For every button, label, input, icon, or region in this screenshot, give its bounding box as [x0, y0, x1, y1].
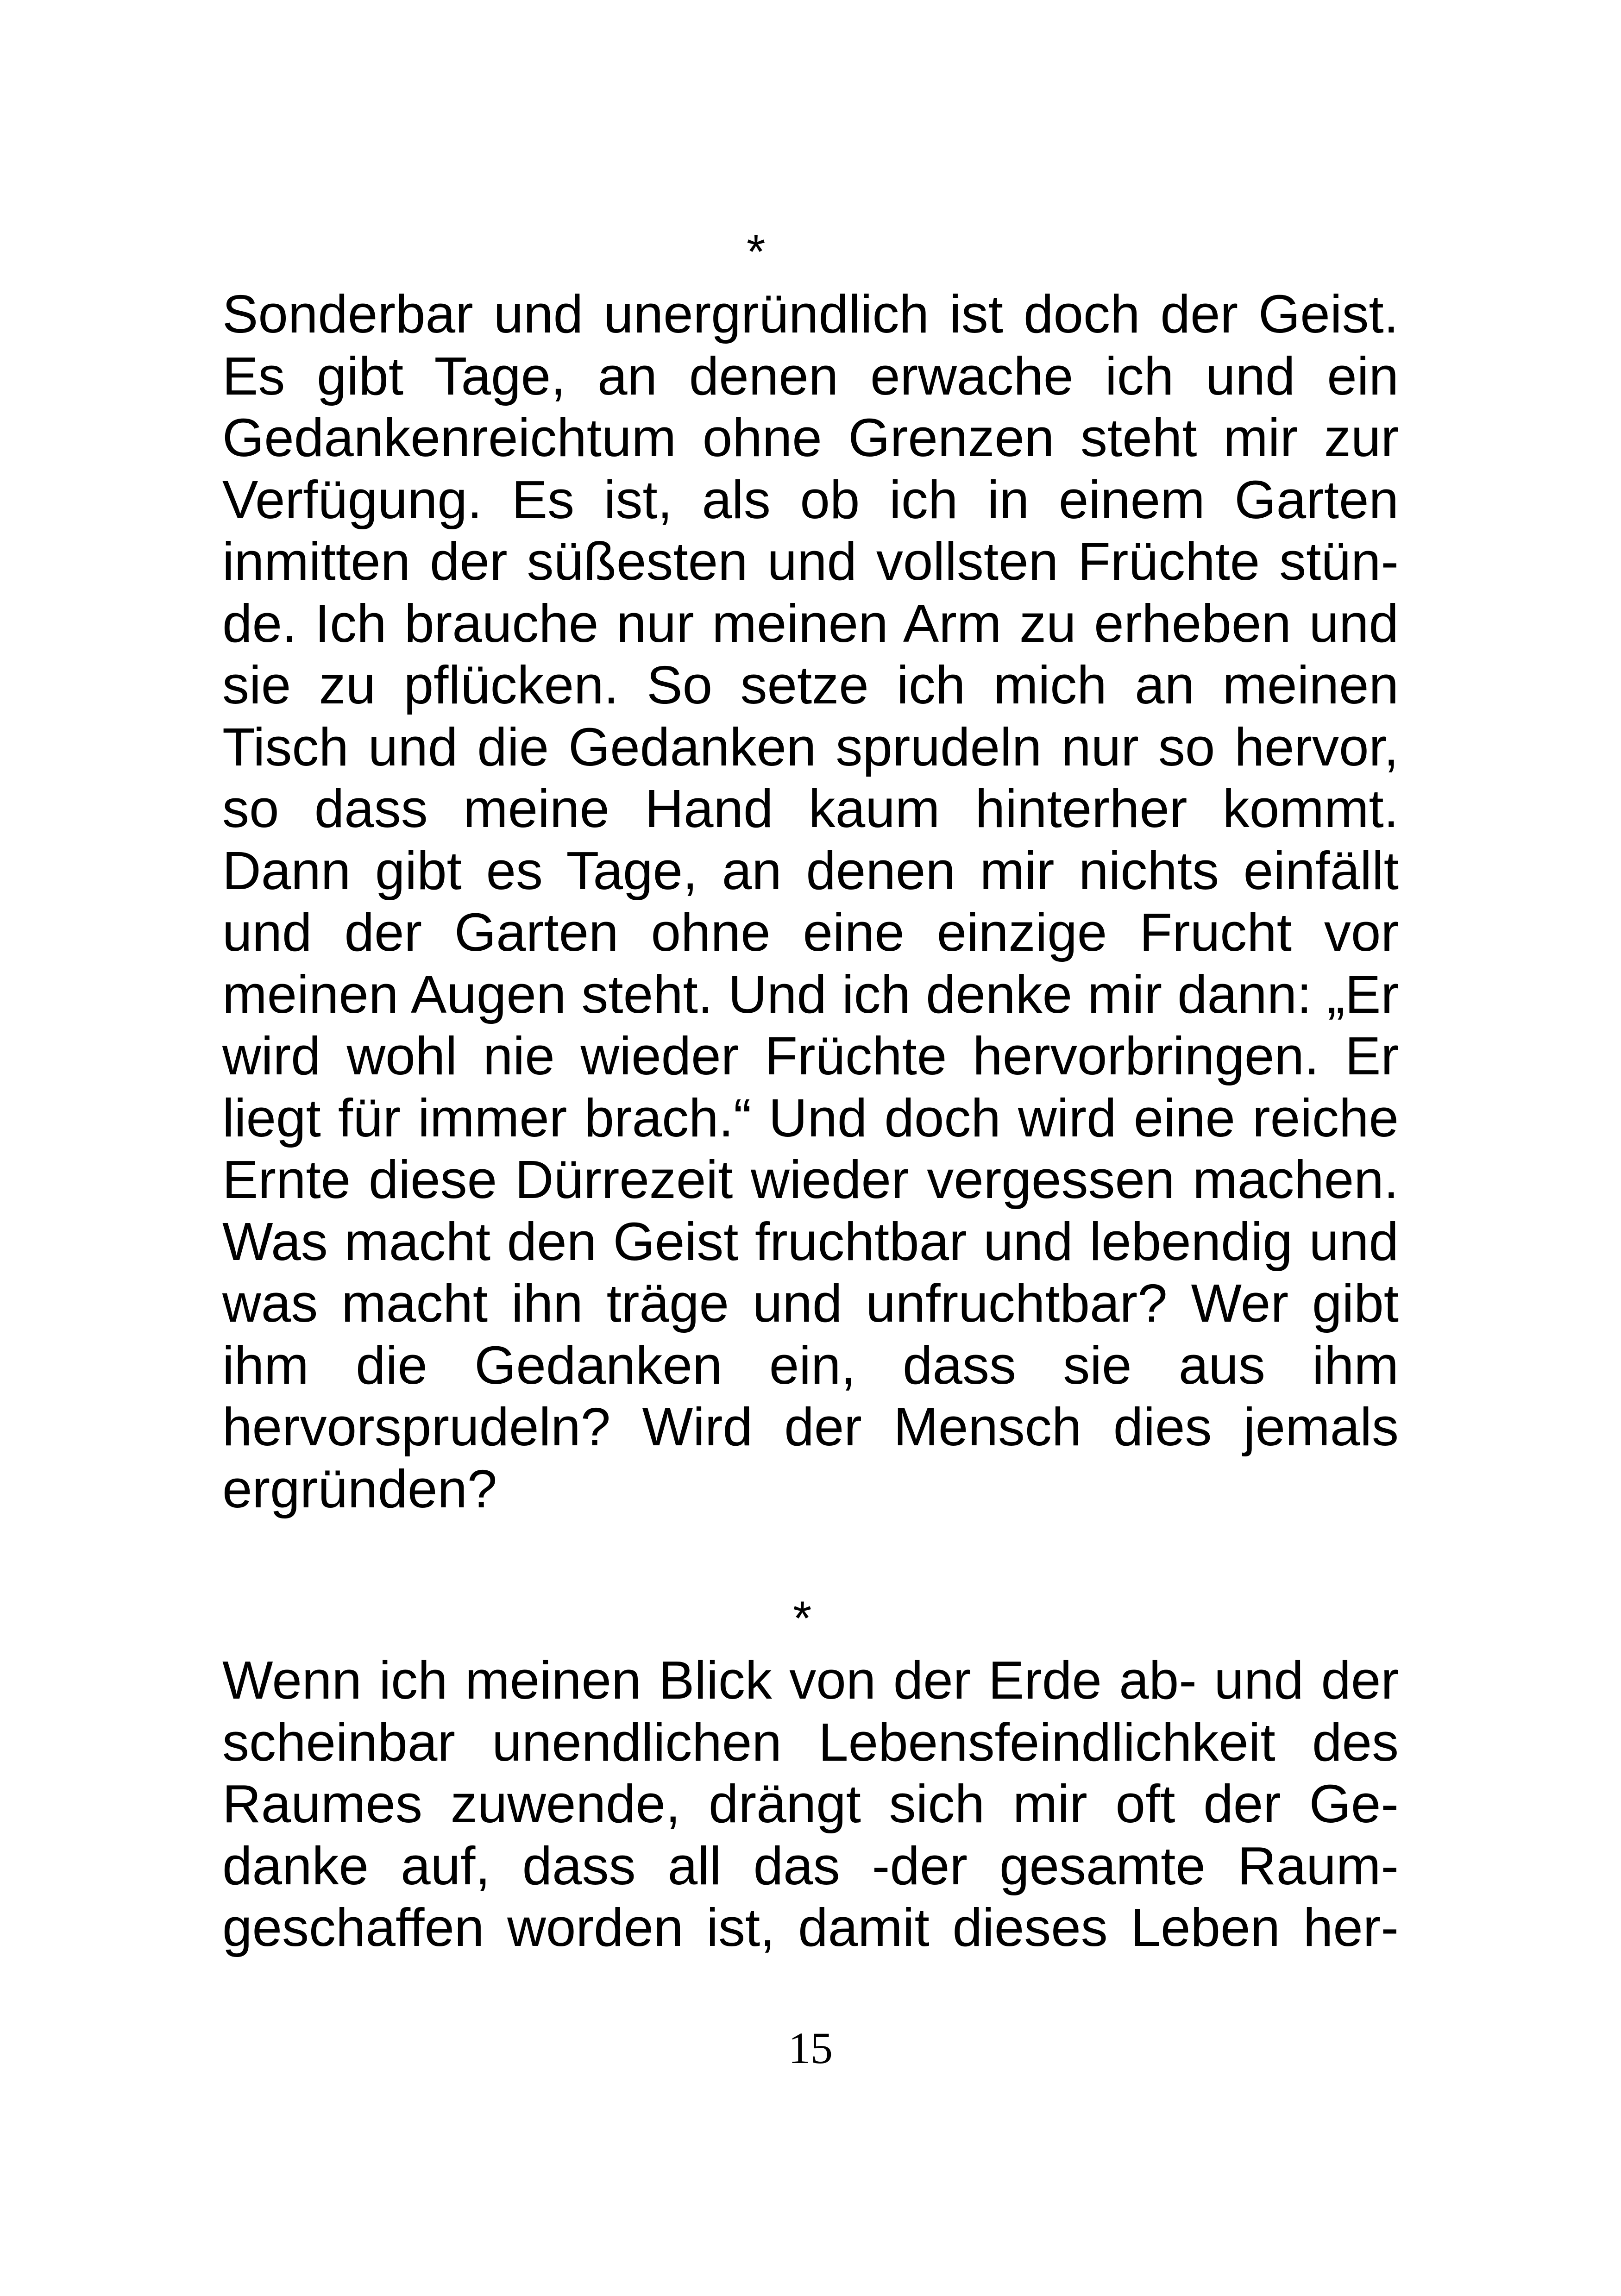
- paragraph-2: [222, 1650, 1399, 1959]
- text-line: so dass meine Hand kaum hinterher kommt.: [222, 778, 1399, 839]
- text-line: Raumes zuwende, drängt sich mir oft der Ge-: [222, 1774, 1399, 1834]
- text-line: Dann gibt es Tage, an denen mir nichts einfällt: [222, 840, 1399, 901]
- text-line: Sonderbar und unergründlich ist doch der Geist.: [222, 284, 1399, 344]
- text-line: de. Ich brauche nur meinen Arm zu erheben und: [222, 593, 1399, 653]
- page-number: 15: [788, 2023, 833, 2073]
- text-line: Verfügung. Es ist, als ob ich in einem Garten: [222, 469, 1399, 530]
- text-line: Ernte diese Dürrezeit wieder vergessen machen.: [222, 1149, 1399, 1210]
- text-line: Es gibt Tage, an denen erwache ich und ein: [222, 345, 1399, 406]
- text-line: Was macht den Geist fruchtbar und lebendig und: [222, 1211, 1399, 1272]
- text-line: inmitten der süßesten und vollsten Früchte stün-: [222, 531, 1399, 591]
- text-line: Wenn ich meinen Blick von der Erde ab- und der: [222, 1650, 1399, 1710]
- text-line: Gedankenreichtum ohne Grenzen steht mir zur: [222, 408, 1399, 468]
- text-line: ergründen?: [222, 1458, 497, 1519]
- text-line: hervorsprudeln? Wird der Mensch dies jemals: [222, 1397, 1399, 1457]
- text-line: danke auf, dass all das -der gesamte Raum-: [222, 1835, 1399, 1896]
- text-line: ihm die Gedanken ein, dass sie aus ihm: [222, 1335, 1399, 1395]
- section-separator-2: *: [793, 1592, 812, 1645]
- text-line: geschaffen worden ist, damit dieses Leben her-: [222, 1897, 1399, 1957]
- text-line: wird wohl nie wieder Früchte hervorbringen. Er: [222, 1026, 1399, 1086]
- section-separator-1: *: [747, 225, 766, 279]
- text-line: sie zu pflücken. So setze ich mich an meinen: [222, 655, 1399, 715]
- text-line: meinen Augen steht. Und ich denke mir dann: „Er: [222, 964, 1399, 1024]
- text-line: Tisch und die Gedanken sprudeln nur so hervor,: [222, 716, 1399, 777]
- text-line: was macht ihn träge und unfruchtbar? Wer gibt: [222, 1273, 1399, 1333]
- text-line: scheinbar unendlichen Lebensfeindlichkeit des: [222, 1712, 1399, 1772]
- text-line: und der Garten ohne eine einzige Frucht vor: [222, 902, 1399, 962]
- paragraph-1: [222, 283, 1399, 1520]
- text-line: liegt für immer brach.“ Und doch wird eine reiche: [222, 1087, 1399, 1148]
